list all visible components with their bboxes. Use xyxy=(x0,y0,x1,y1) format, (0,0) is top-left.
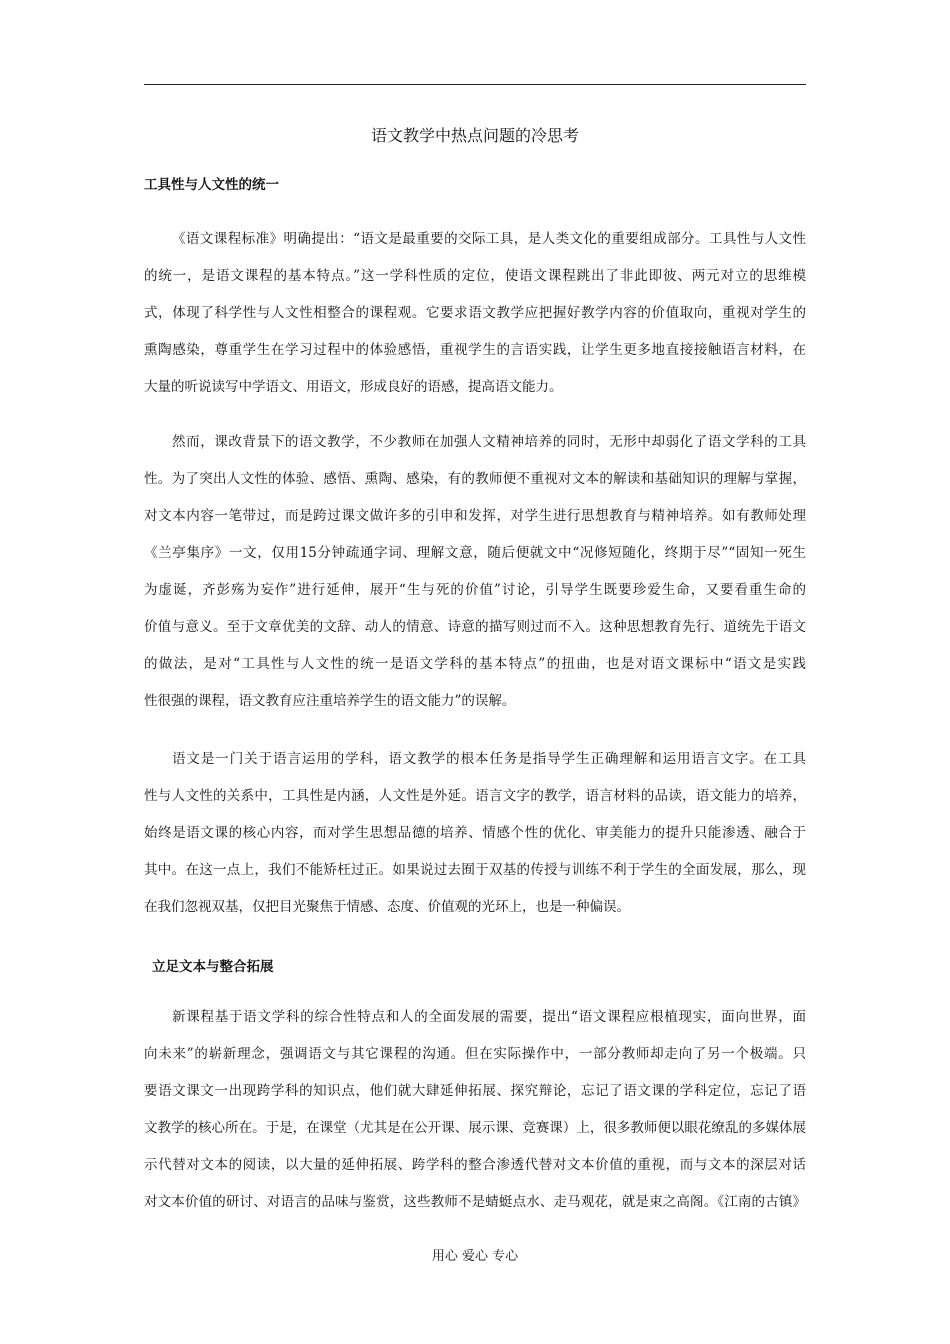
text-line: 性。为了突出人文性的体验、感悟、熏陶、感染，有的教师便不重视对文本的解读和基础知识的理解与掌握， xyxy=(144,471,806,487)
text-line: 的做法，是对“工具性与人文性的统一是语文学科的基本特点”的扭曲，也是对语文课标中“语文是实践 xyxy=(144,656,806,672)
text-line: 性很强的课程，语文教育应注重培养学生的语文能力”的误解。 xyxy=(144,693,516,709)
text-line: 语文是一门关于语言运用的学科，语文教学的根本任务是指导学生正确理解和运用语言文字。在工具 xyxy=(172,751,806,767)
section-heading-tool-humanity: 工具性与人文性的统一 xyxy=(144,177,279,193)
text-line: 始终是语文课的核心内容，而对学生思想品德的培养、情感个性的优化、审美能力的提升只能渗透、融合于 xyxy=(144,825,806,841)
text-line: 大量的听说读写中学语文、用语文，形成良好的语感，提高语文能力。 xyxy=(144,379,563,395)
text-line: 对文本价值的研讨、对语言的品味与鉴赏，这些教师不是蜻蜓点水、走马观花，就是束之高阁。《江南的古镇》 xyxy=(144,1194,806,1210)
text-line: 《语文课程标准》明确提出：“语文是最重要的交际工具，是人类文化的重要组成部分。工具性与人文性 xyxy=(172,231,806,247)
section-heading-text-integration: 立足文本与整合拓展 xyxy=(152,959,274,975)
text-line: 文教学的核心所在。于是，在课堂（尤其是在公开课、展示课、竞赛课）上，很多教师便以眼花缭乱的多媒体展 xyxy=(144,1120,806,1136)
paragraph xyxy=(144,424,806,720)
text-line: 价值与意义。至于文章优美的文辞、动人的情意、诗意的描写则过而不入。这种思想教育先行、道统先于语文 xyxy=(144,619,806,635)
paragraph xyxy=(144,741,806,926)
text-line: 为虚诞，齐彭殇为妄作”进行延伸，展开“生与死的价值”讨论，引导学生既要珍爱生命，又要看重生命的 xyxy=(144,582,806,598)
text-line: 然而，课改背景下的语文教学，不少教师在加强人文精神培养的同时，无形中却弱化了语文学科的工具 xyxy=(172,434,806,450)
text-line: 《兰亭集序》一文，仅用15分钟疏通字词、理解文意，随后便就文中“况修短随化，终期于尽”“固知一死生 xyxy=(144,545,806,561)
text-line: 对文本内容一笔带过，而是跨过课文做许多的引申和发挥，对学生进行思想教育与精神培养。如有教师处理 xyxy=(144,508,806,524)
text-line: 式，体现了科学性与人文性相整合的课程观。它要求语文教学应把握好教学内容的价值取向，重视对学生的 xyxy=(144,305,806,321)
text-line: 示代替对文本的阅读，以大量的延伸拓展、跨学科的整合渗透代替对文本价值的重视，而与文本的深层对话 xyxy=(144,1157,806,1173)
paragraph xyxy=(144,221,806,406)
header-rule xyxy=(144,84,806,85)
text-line: 新课程基于语文学科的综合性特点和人的全面发展的需要，提出“语文课程应根植现实，面向世界，面 xyxy=(172,1009,806,1025)
text-line: 熏陶感染，尊重学生在学习过程中的体验感悟，重视学生的言语实践，让学生更多地直接接触语言材料，在 xyxy=(144,342,806,358)
document-title: 语文教学中热点问题的冷思考 xyxy=(370,126,579,145)
text-line: 向未来”的崭新理念，强调语文与其它课程的沟通。但在实际操作中，一部分教师却走向了另一个极端。只 xyxy=(144,1046,806,1062)
text-line: 要语文课文一出现跨学科的知识点，他们就大肆延伸拓展、探究辩论，忘记了语文课的学科定位，忘记了语 xyxy=(144,1083,806,1099)
paragraph xyxy=(144,999,806,1221)
text-line: 性与人文性的关系中，工具性是内涵，人文性是外延。语言文字的教学，语言材料的品读，语文能力的培养， xyxy=(144,788,806,804)
page-footer: 用心 爱心 专心 xyxy=(431,1249,519,1264)
text-line: 在我们忽视双基，仅把目光聚焦于情感、态度、价值观的光环上，也是一种偏误。 xyxy=(144,899,630,915)
text-line: 其中。在这一点上，我们不能矫枉过正。如果说过去囿于双基的传授与训练不利于学生的全面发展，那么，现 xyxy=(144,862,806,878)
text-line: 的统一，是语文课程的基本特点。”这一学科性质的定位，使语文课程跳出了非此即彼、两元对立的思维模 xyxy=(144,268,806,284)
